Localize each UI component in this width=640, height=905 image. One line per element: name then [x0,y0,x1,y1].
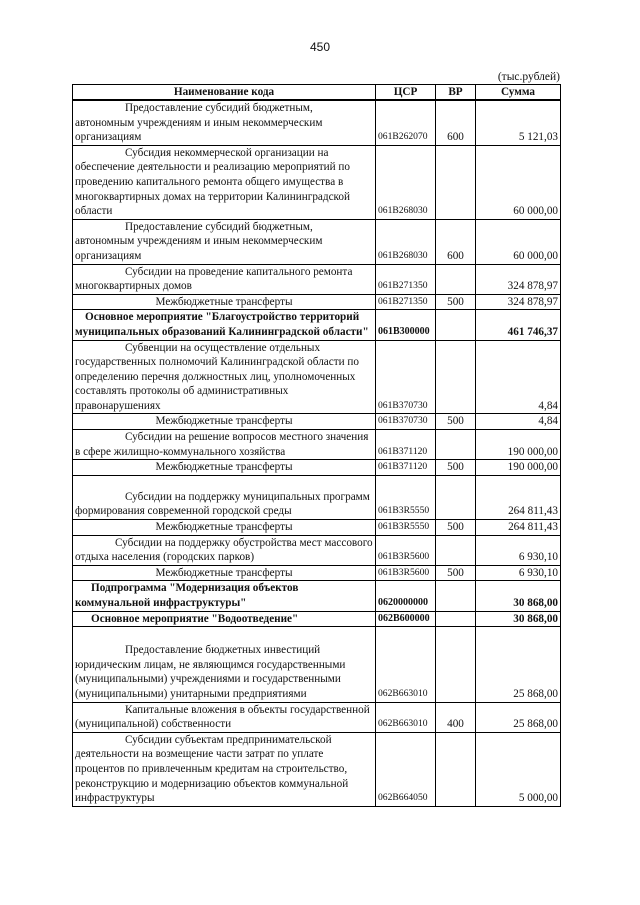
row-csr: 061B370730 [376,340,436,414]
row-csr: 0620000000 [376,581,436,611]
row-sum: 60 000,00 [476,219,561,264]
row-name: Межбюджетные трансферты [73,460,376,476]
table-row [73,100,561,145]
row-csr: 061B271350 [376,294,436,310]
row-sum: 6 930,10 [476,565,561,581]
row-vr: 500 [436,520,476,536]
header-sum: Сумма [476,85,561,101]
row-vr [436,581,476,611]
table-row [73,475,561,519]
table-row [73,219,561,264]
row-name: Субсидии на проведение капитального ремонта многоквартирных домов [73,264,376,294]
row-name: Субсидии на поддержку обустройства мест массового отдыха населения (городских парков) [73,535,376,565]
row-csr: 061B268030 [376,145,436,219]
row-csr: 061B3R5600 [376,565,436,581]
row-vr [436,475,476,519]
table-row [73,565,561,581]
row-vr [436,611,476,627]
row-csr: 061B268030 [376,219,436,264]
table-row [73,520,561,536]
row-vr: 500 [436,565,476,581]
row-vr [436,535,476,565]
row-vr: 600 [436,100,476,145]
row-name: Межбюджетные трансферты [73,565,376,581]
row-csr: 061B371120 [376,430,436,460]
row-vr: 500 [436,414,476,430]
row-sum: 4,84 [476,414,561,430]
row-sum: 25 868,00 [476,702,561,732]
row-vr [436,310,476,340]
table-row [73,460,561,476]
row-csr: 061B3R5550 [376,520,436,536]
row-name: Межбюджетные трансферты [73,414,376,430]
table-header-row [73,85,561,101]
row-csr: 062B600000 [376,611,436,627]
table-row [73,627,561,702]
row-name: Субсидия некоммерческой организации на обеспечение деятельности и реализацию мероприятий по проведению капитального ремонта общего имущества в многоквартирных домах на территории Калининградской области [73,145,376,219]
budget-table [72,84,561,807]
row-csr: 062B663010 [376,627,436,702]
row-vr: 500 [436,294,476,310]
row-name: Субвенции на осуществление отдельных государственных полномочий Калининградской области по определению перечня должностных лиц, уполномоченных составлять протоколы об административных правонарушениях [73,340,376,414]
table-row [73,310,561,340]
header-vr: ВР [436,85,476,101]
row-name: Субсидии на решение вопросов местного значения в сфере жилищно-коммунального хозяйства [73,430,376,460]
row-sum: 264 811,43 [476,475,561,519]
table-row [73,535,561,565]
row-csr: 061B371120 [376,460,436,476]
row-sum: 190 000,00 [476,460,561,476]
row-csr: 061B370730 [376,414,436,430]
row-name: Субсидии субъектам предпринимательской деятельности на возмещение части затрат по уплате процентов по привлеченным кредитам на строительство, реконструкцию и модернизацию объектов коммунальной инфраструктуры [73,732,376,806]
row-name: Межбюджетные трансферты [73,294,376,310]
row-sum: 25 868,00 [476,627,561,702]
row-vr [436,430,476,460]
table-row [73,264,561,294]
row-sum: 30 868,00 [476,581,561,611]
table-row [73,145,561,219]
row-sum: 5 121,03 [476,100,561,145]
row-name: Капитальные вложения в объекты государственной (муниципальной) собственности [73,702,376,732]
row-name: Основное мероприятие "Водоотведение" [73,611,376,627]
row-sum: 264 811,43 [476,520,561,536]
row-vr [436,732,476,806]
row-csr: 061B271350 [376,264,436,294]
row-name-text: Предоставление бюджетных инвестиций юридическим лицам, не являющимся государственными (муниципальными) учреждениями и государственными (муниципальными) унитарными предприятиями [75,644,346,700]
row-name: Основное мероприятие "Благоустройство территорий муниципальных образований Калининградской области" [73,310,376,340]
table-row [73,294,561,310]
row-sum: 324 878,97 [476,294,561,310]
row-name: Межбюджетные трансферты [73,520,376,536]
table-row [73,340,561,414]
row-vr: 500 [436,460,476,476]
row-name-text: Субсидии на поддержку муниципальных программ формирования современной городской среды [75,490,370,518]
row-csr: 062B664050 [376,732,436,806]
row-sum: 5 000,00 [476,732,561,806]
row-vr [436,340,476,414]
row-csr: 061B3R5550 [376,475,436,519]
row-csr: 061B3R5600 [376,535,436,565]
row-vr: 600 [436,219,476,264]
table-row [73,581,561,611]
row-name: Предоставление субсидий бюджетным, автономным учреждениям и иным некоммерческим организациям [73,100,376,145]
row-csr: 062B663010 [376,702,436,732]
row-csr: 061B300000 [376,310,436,340]
table-row [73,732,561,806]
row-sum: 190 000,00 [476,430,561,460]
row-name: Предоставление субсидий бюджетным, автономным учреждениям и иным некоммерческим организациям [73,219,376,264]
row-sum: 6 930,10 [476,535,561,565]
row-vr [436,145,476,219]
row-sum: 4,84 [476,340,561,414]
row-name: Подпрограмма "Модернизация объектов коммунальной инфраструктуры" [73,581,376,611]
row-vr [436,264,476,294]
table-row [73,611,561,627]
row-name [73,627,376,702]
row-sum: 60 000,00 [476,145,561,219]
header-csr: ЦСР [376,85,436,101]
row-sum: 461 746,37 [476,310,561,340]
table-row [73,430,561,460]
row-vr: 400 [436,702,476,732]
table-row [73,702,561,732]
units-label: (тыс.рублей) [497,71,560,83]
row-csr: 061B262070 [376,100,436,145]
page-number: 450 [309,40,331,54]
row-vr [436,627,476,702]
row-name [73,475,376,519]
header-name: Наименование кода [73,85,376,101]
row-sum: 30 868,00 [476,611,561,627]
table-row [73,414,561,430]
row-sum: 324 878,97 [476,264,561,294]
